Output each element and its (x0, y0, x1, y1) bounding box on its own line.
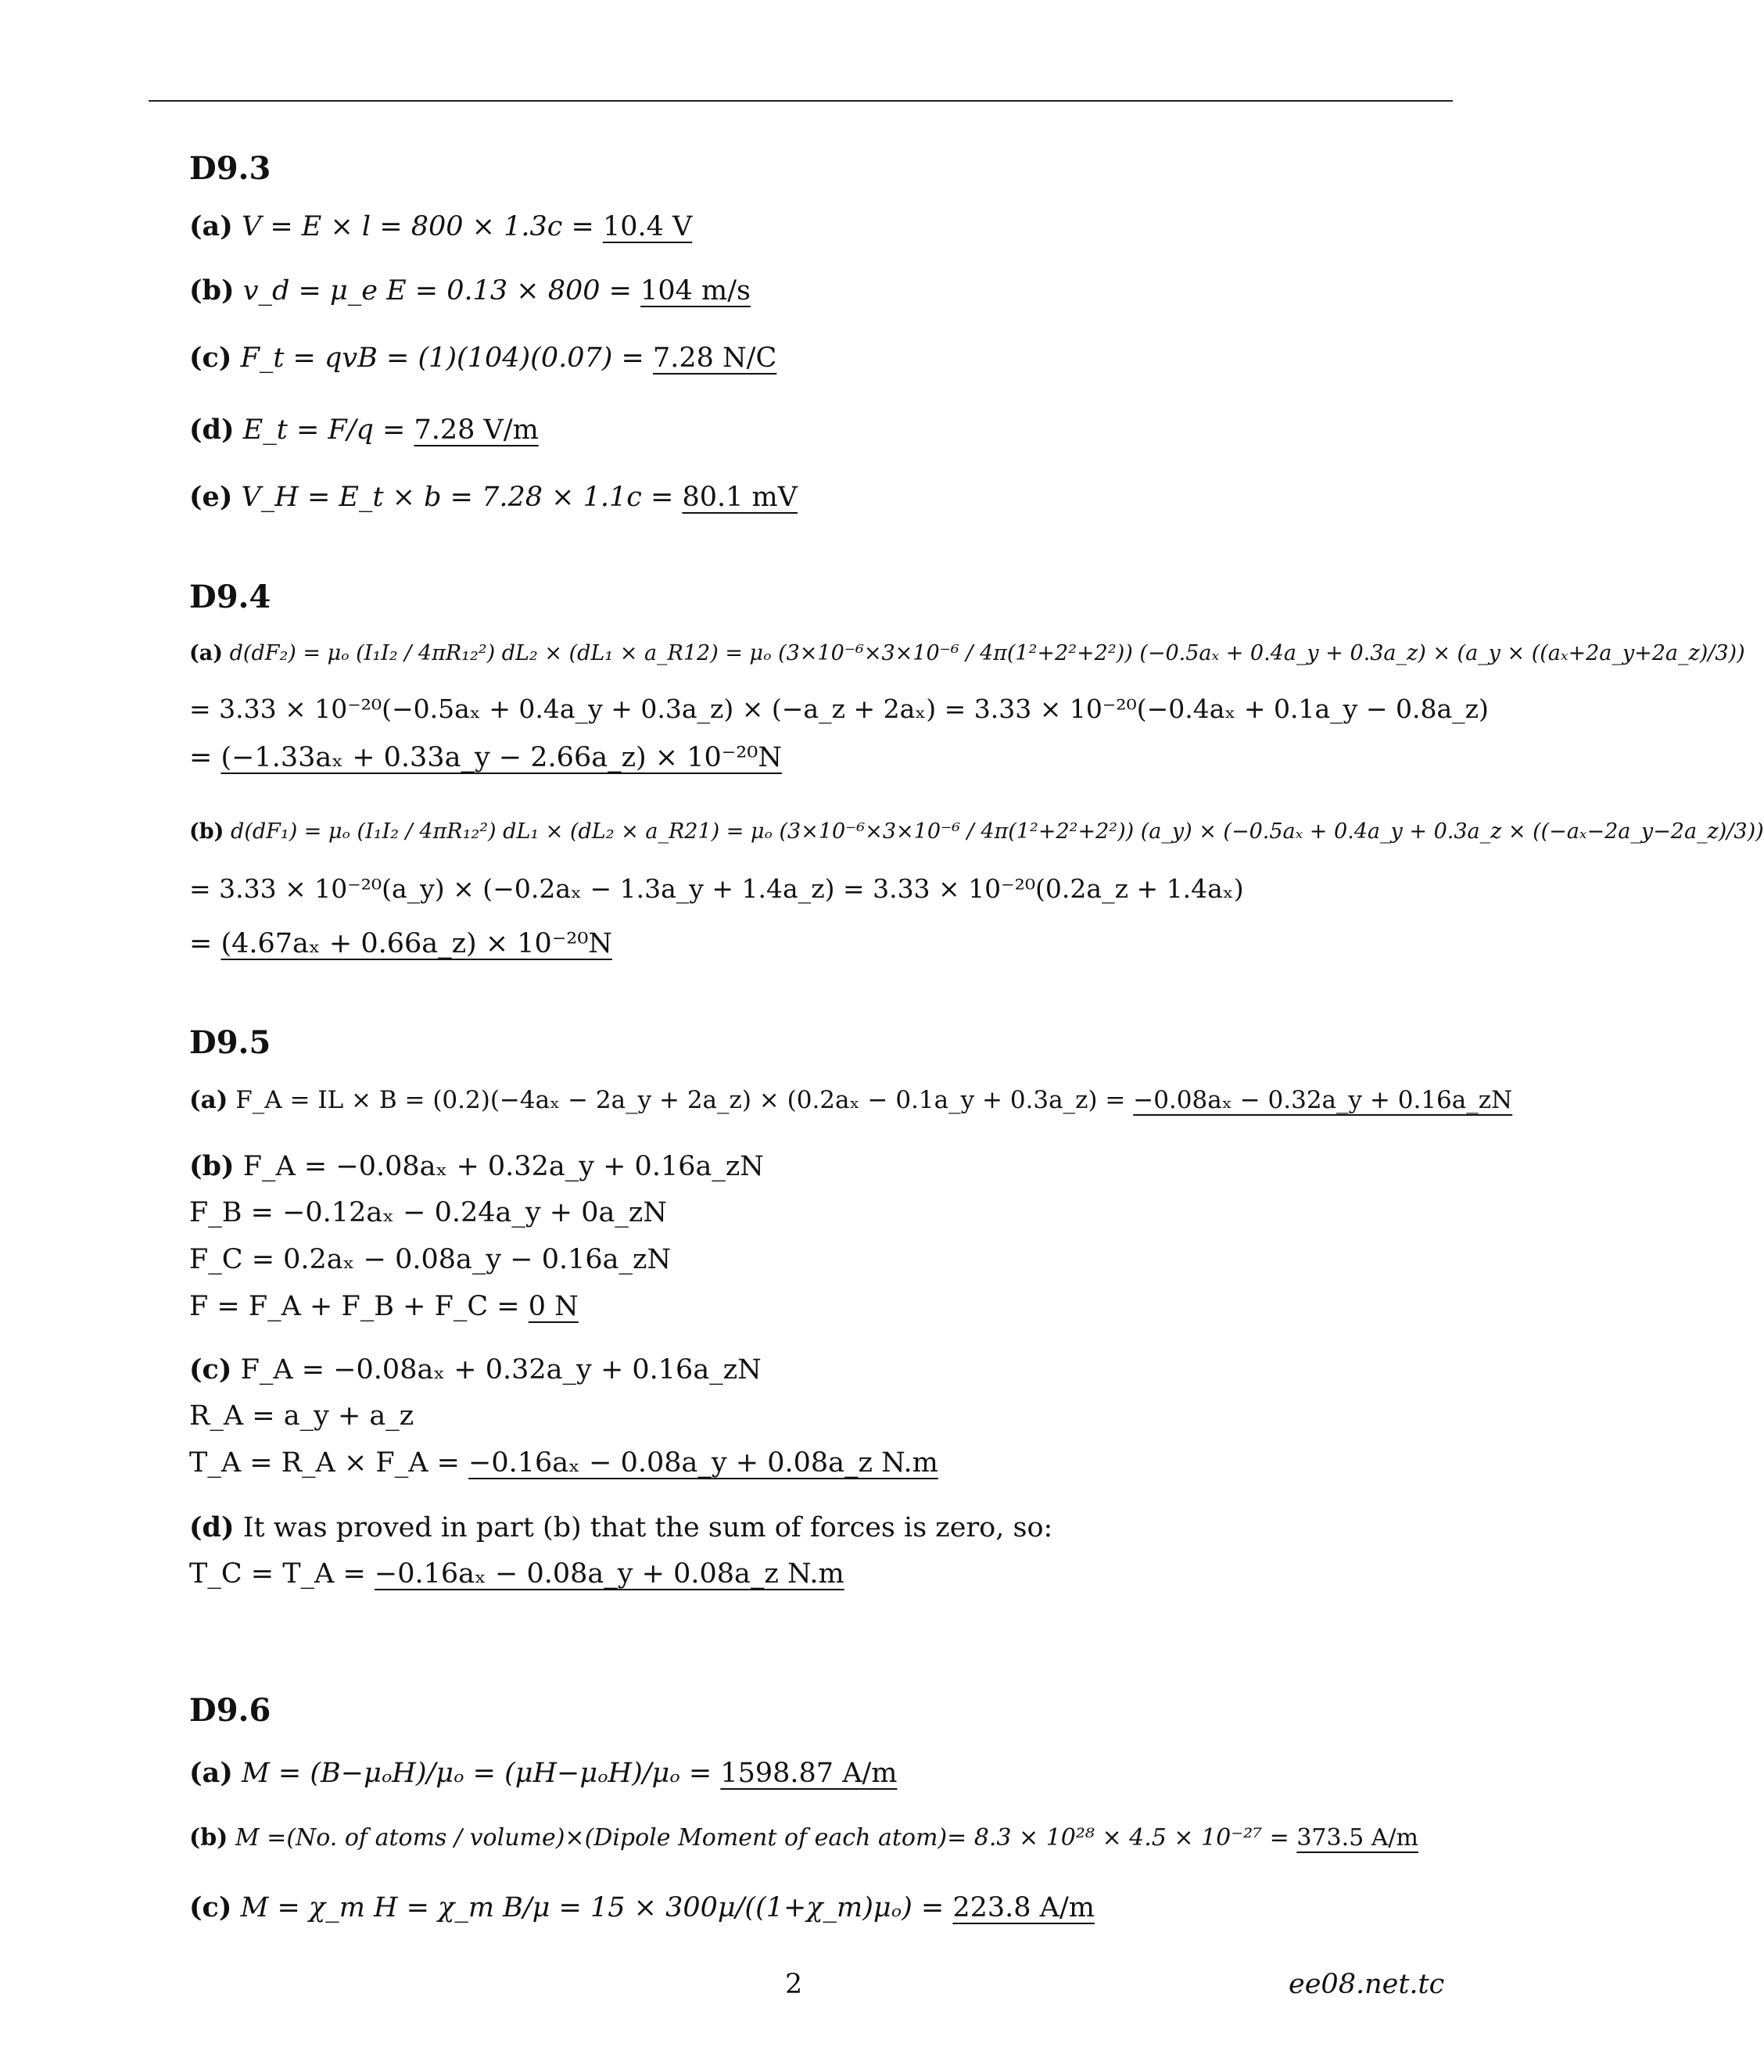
d95-b-line3: F_C = 0.2aₓ − 0.08a_y − 0.16a_zN (189, 1244, 672, 1275)
d94-a-line1 (189, 643, 1745, 664)
equation: T_A = R_A × F_A = (189, 1447, 469, 1479)
part-label: (b) (189, 819, 224, 844)
answer: 1598.87 A/m (720, 1758, 898, 1789)
part-label: (b) (189, 274, 235, 306)
page-number: 2 (785, 1969, 803, 2000)
d95-d-line2 (189, 1558, 844, 1590)
answer: 0 N (528, 1291, 579, 1322)
part-label: (b) (189, 1824, 228, 1852)
part-label: (c) (189, 342, 232, 374)
answer: 223.8 A/m (952, 1892, 1095, 1923)
d94-a-line3 (189, 744, 782, 772)
section-title-d95: D9.5 (189, 1024, 271, 1061)
d95-c-line3 (189, 1447, 938, 1479)
part-label: (a) (189, 1757, 233, 1789)
d95-c-line2: R_A = a_y + a_z (189, 1400, 414, 1432)
d94-b-line3 (189, 930, 612, 958)
equation: d(dF₁) = μₒ (I₁I₂ / 4πR₁₂²) dL₁ × (dL₂ × a_R21) = μₒ (3×10⁻⁶×3×10⁻⁶ / 4π(1²+2²+2²)) (a_y) × (−0.5aₓ + 0.4a_y + 0.3a_z × ((−aₓ−2a_y−2a_z)/3)) (231, 819, 1764, 844)
part-label: (e) (189, 481, 233, 513)
equals: = (189, 928, 221, 959)
part-label: (d) (189, 414, 235, 446)
d95-b-line4 (189, 1293, 579, 1321)
answer: −0.16aₓ − 0.08a_y + 0.08a_z N.m (468, 1447, 938, 1479)
equation: v_d = μ_e E = 0.13 × 800 = (242, 275, 641, 306)
d95-b-line2: F_B = −0.12aₓ − 0.24a_y + 0a_zN (189, 1197, 667, 1228)
answer: 104 m/s (640, 275, 751, 306)
equation: F = F_A + F_B + F_C = (189, 1291, 529, 1322)
equation: M = χ_m H = χ_m B/μ = 15 × 300μ/((1+χ_m)μₒ) = (240, 1892, 953, 1923)
equation: F_A = IL × B = (0.2)(−4aₓ − 2a_y + 2a_z) × (0.2aₓ − 0.1a_y + 0.3a_z) = (235, 1086, 1134, 1114)
d96-b (189, 1826, 1418, 1850)
equation: M = (B−μₒH)/μₒ = (μH−μₒH)/μₒ = (241, 1758, 721, 1789)
equation: E_t = F/q = (242, 414, 414, 446)
d94-a-line2: = 3.33 × 10⁻²⁰(−0.5aₓ + 0.4a_y + 0.3a_z) × (−a_z + 2aₓ) = 3.33 × 10⁻²⁰(−0.4aₓ + 0.1a_y − 0.8a_z) (189, 694, 1489, 724)
site-footer: ee08.net.tc (1289, 1969, 1445, 2000)
answer: 10.4 V (602, 211, 693, 242)
equation: F_A = −0.08aₓ + 0.32a_y + 0.16a_zN (242, 1151, 764, 1182)
equation: M =(No. of atoms / volume)×(Dipole Moment of each atom)= 8.3 × 10²⁸ × 4.5 × 10⁻²⁷ = (235, 1824, 1297, 1852)
d95-b-line1 (189, 1150, 764, 1182)
part-label: (d) (189, 1511, 235, 1543)
d93-d (189, 416, 539, 444)
equation: F_t = qvB = (1)(104)(0.07) = (240, 342, 653, 374)
header-rule (149, 100, 1453, 102)
equation: F_A = −0.08aₓ + 0.32a_y + 0.16a_zN (240, 1354, 762, 1386)
answer: 7.28 V/m (414, 414, 539, 446)
part-label: (a) (189, 1086, 228, 1114)
part-label: (c) (189, 1891, 232, 1923)
answer: 80.1 mV (682, 482, 798, 513)
equation: d(dF₂) = μₒ (I₁I₂ / 4πR₁₂²) dL₂ × (dL₁ × a_R12) = μₒ (3×10⁻⁶×3×10⁻⁶ / 4π(1²+2²+2²)) (−0.5aₓ + 0.4a_y + 0.3a_z) × (a_y × ((aₓ+2a_y+2a_z)/3)) (229, 641, 1745, 665)
d95-d-line1 (189, 1511, 1053, 1543)
equation: V = E × l = 800 × 1.3c = (241, 211, 603, 242)
d96-a (189, 1759, 897, 1787)
equation: V_H = E_t × b = 7.28 × 1.1c = (241, 482, 683, 513)
answer: 7.28 N/C (653, 342, 777, 374)
answer: −0.08aₓ − 0.32a_y + 0.16a_zN (1133, 1086, 1513, 1114)
answer: 373.5 A/m (1296, 1824, 1418, 1852)
answer: (−1.33aₓ + 0.33a_y − 2.66a_z) × 10⁻²⁰N (220, 742, 782, 773)
section-title-d96: D9.6 (189, 1692, 271, 1729)
d95-a (189, 1088, 1512, 1113)
d93-c (189, 344, 776, 372)
part-label: (a) (189, 210, 233, 242)
d96-c (189, 1891, 1095, 1923)
d93-b (189, 274, 751, 306)
part-label: (a) (189, 641, 224, 665)
d94-b-line1 (189, 821, 1764, 842)
answer: (4.67aₓ + 0.66a_z) × 10⁻²⁰N (220, 928, 612, 959)
d93-e (189, 483, 798, 511)
part-label: (c) (189, 1353, 232, 1386)
equals: = (189, 742, 221, 773)
d95-c-line1 (189, 1353, 762, 1386)
part-label: (b) (189, 1150, 235, 1182)
text: It was proved in part (b) that the sum of forces is zero, so: (242, 1512, 1053, 1543)
answer: −0.16aₓ − 0.08a_y + 0.08a_z N.m (374, 1558, 844, 1590)
section-title-d94: D9.4 (189, 579, 271, 615)
equation: T_C = T_A = (189, 1558, 375, 1590)
d94-b-line2: = 3.33 × 10⁻²⁰(a_y) × (−0.2aₓ − 1.3a_y + 1.4a_z) = 3.33 × 10⁻²⁰(0.2a_z + 1.4aₓ) (189, 873, 1244, 904)
d93-a (189, 210, 693, 242)
section-title-d93: D9.3 (189, 150, 271, 187)
